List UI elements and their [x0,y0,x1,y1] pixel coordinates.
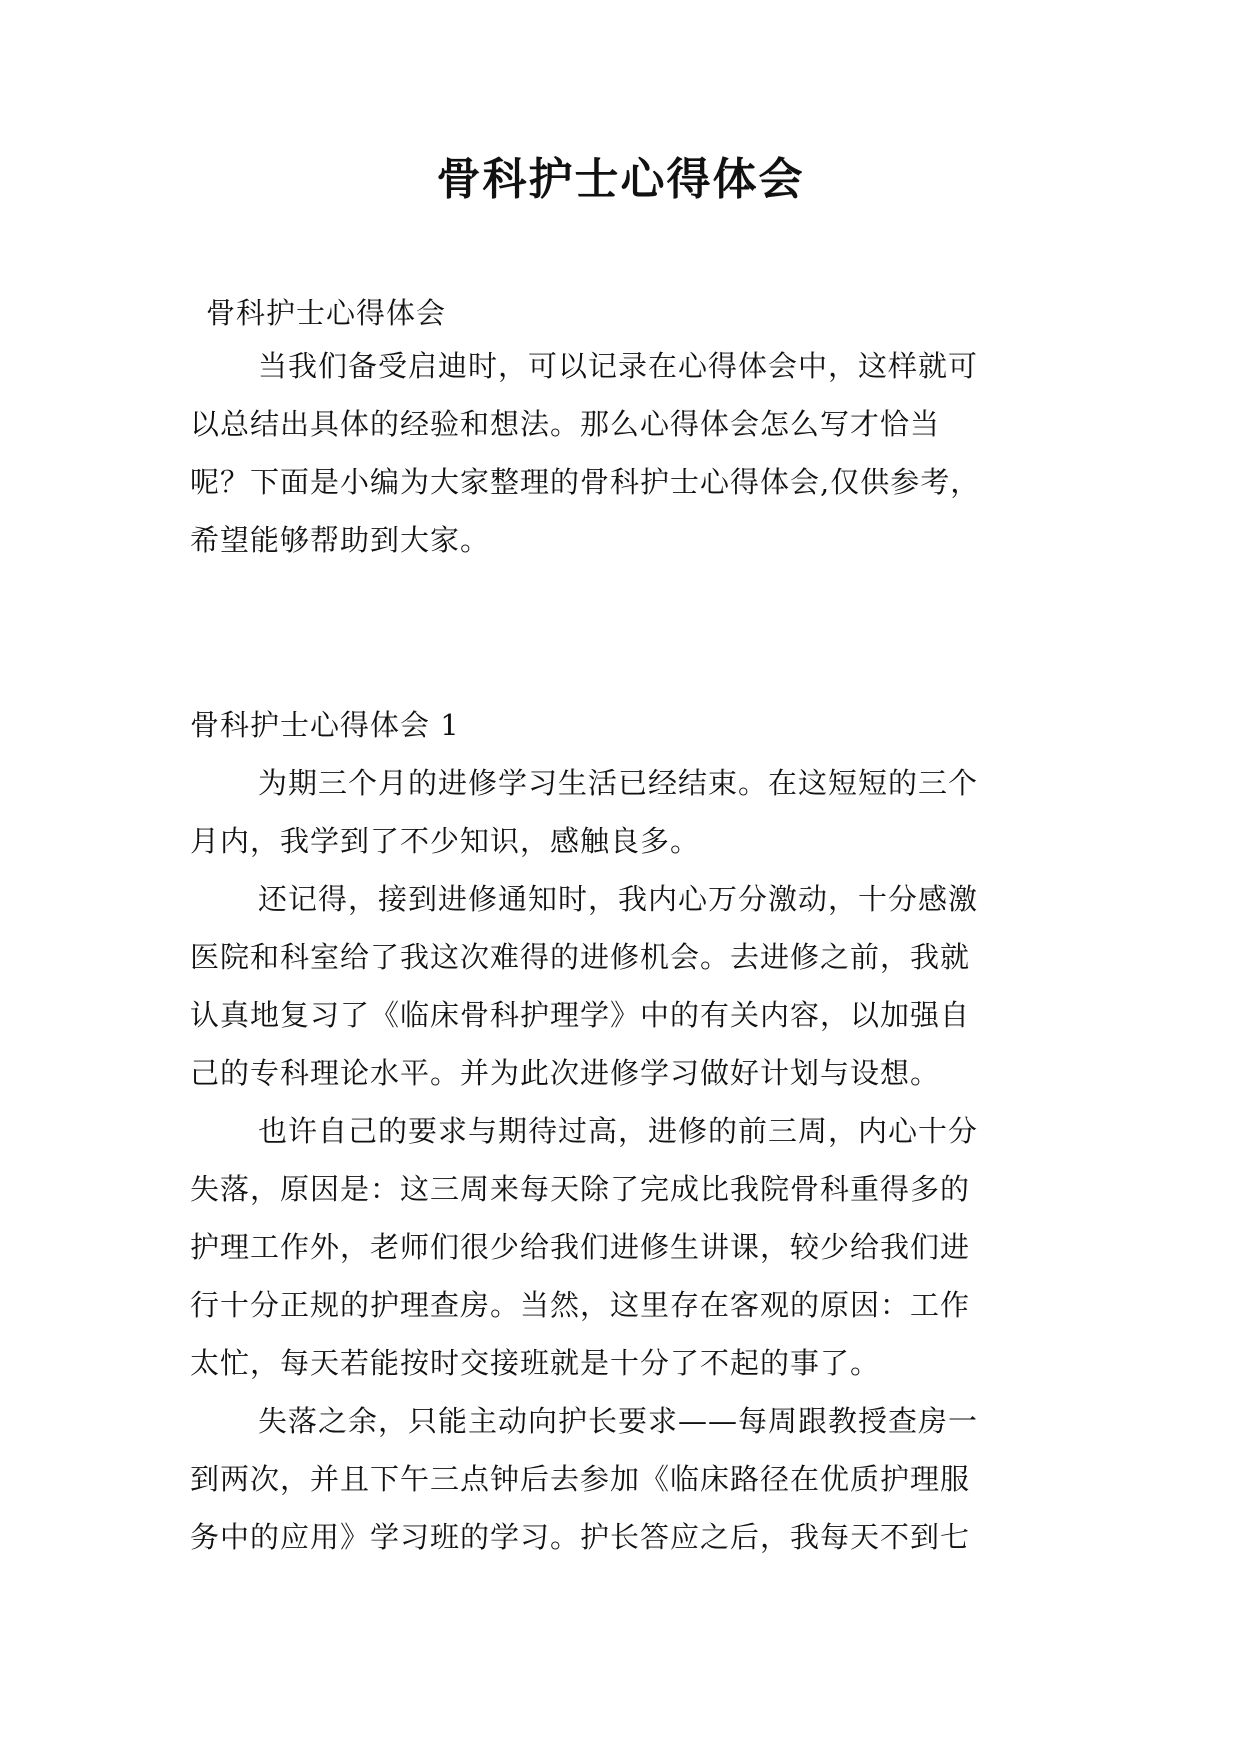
section-body [190,754,1056,1566]
intro-paragraph [190,337,1056,569]
text-line: 行十分正规的护理查房。当然，这里存在客观的原因：工作 [190,1288,971,1322]
section-heading: 骨科护士心得体会 1 [190,708,460,742]
text-line: 失落之余，只能主动向护长要求——每周跟教授查房一 [258,1404,979,1438]
text-line: 医院和科室给了我这次难得的进修机会。去进修之前，我就 [190,940,971,974]
text-line: 到两次，并且下午三点钟后去参加《临床路径在优质护理服 [190,1462,971,1496]
text-line: 护理工作外，老师们很少给我们进修生讲课，较少给我们进 [190,1230,971,1264]
text-line: 希望能够帮助到大家。 [190,523,491,557]
text-line: 也许自己的要求与期待过高，进修的前三周，内心十分 [258,1114,979,1148]
text-line: 月内，我学到了不少知识，感触良多。 [190,824,701,858]
text-line: 还记得，接到进修通知时，我内心万分激动，十分感激 [258,882,979,916]
text-line: 当我们备受启迪时，可以记录在心得体会中，这样就可 [258,349,979,383]
text-line: 为期三个月的进修学习生活已经结束。在这短短的三个 [258,766,979,800]
text-line: 务中的应用》学习班的学习。护长答应之后，我每天不到七 [190,1520,971,1554]
text-line: 己的专科理论水平。并为此次进修学习做好计划与设想。 [190,1056,941,1090]
document-title: 骨科护士心得体会 [436,154,805,205]
text-line: 以总结出具体的经验和想法。那么心得体会怎么写才恰当 [190,407,941,441]
text-line: 呢？下面是小编为大家整理的骨科护士心得体会,仅供参考， [190,465,981,499]
text-line: 认真地复习了《临床骨科护理学》中的有关内容，以加强自 [190,998,971,1032]
document-subtitle: 骨科护士心得体会 [206,296,447,330]
text-line: 太忙，每天若能按时交接班就是十分了不起的事了。 [190,1346,881,1380]
text-line: 失落，原因是：这三周来每天除了完成比我院骨科重得多的 [190,1172,971,1206]
